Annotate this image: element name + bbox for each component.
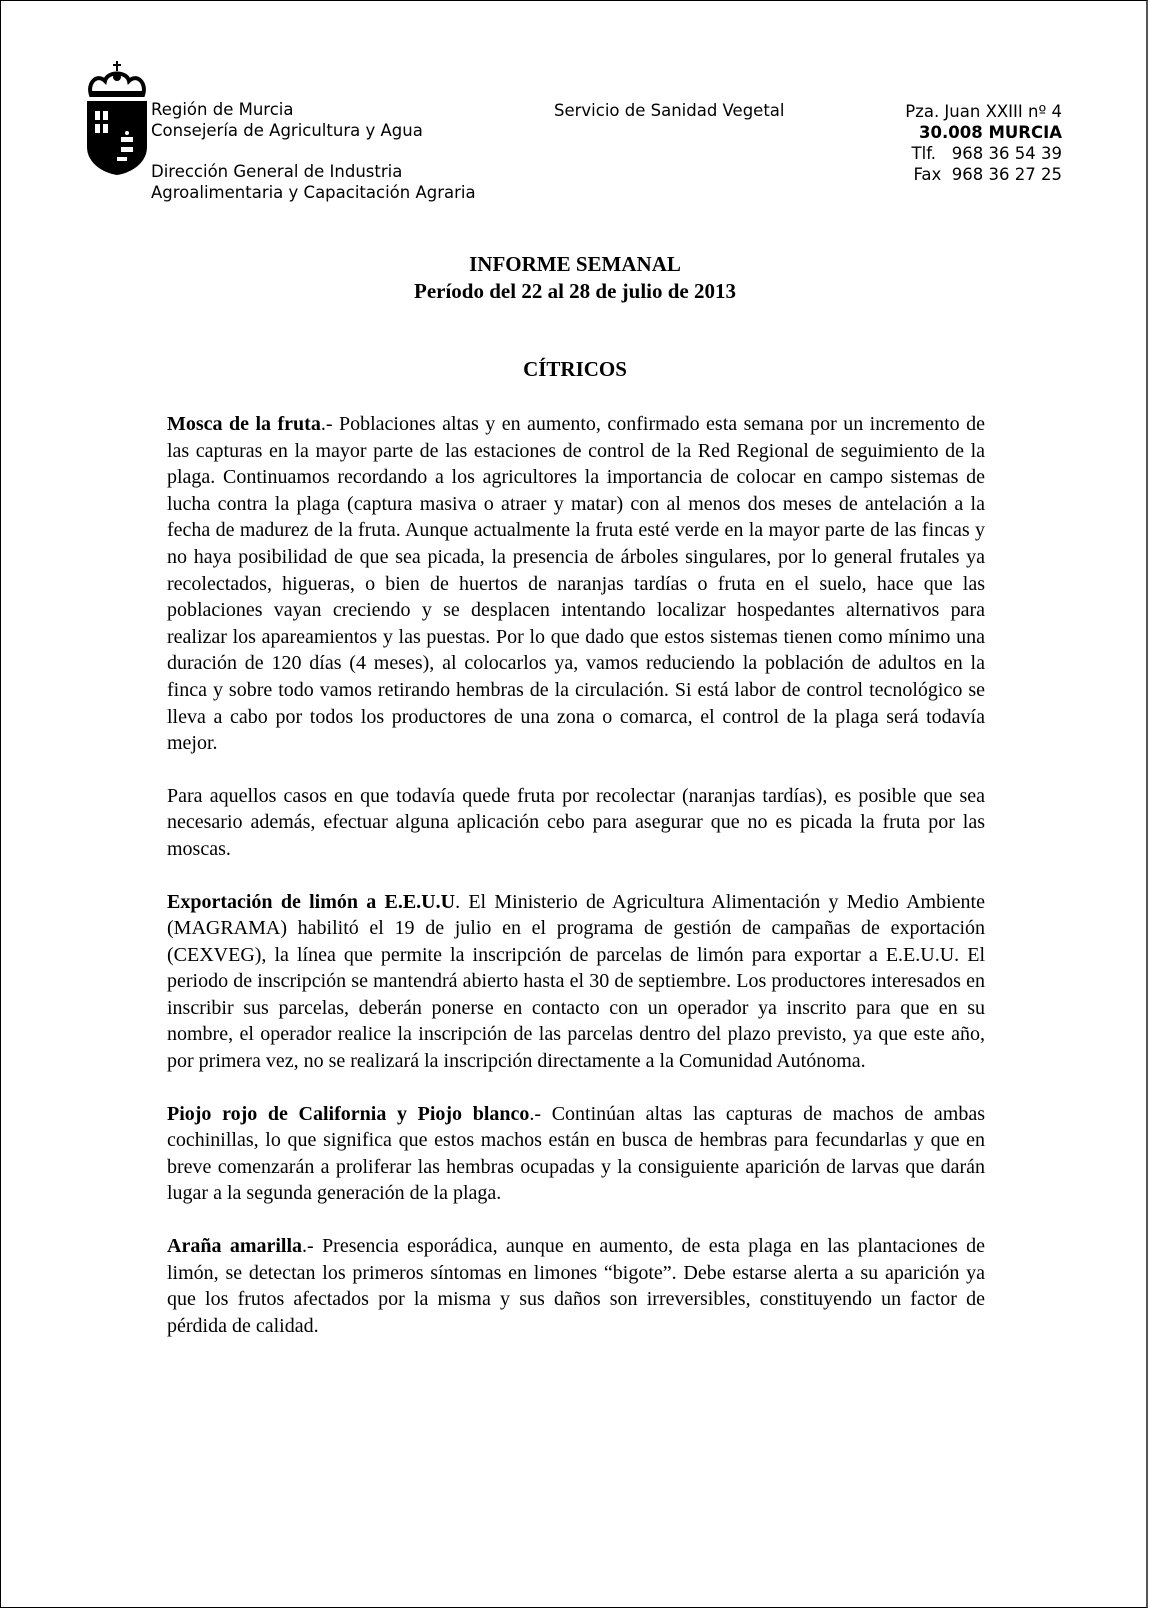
paragraph-late-oranges xyxy=(167,783,985,863)
region-crest-logo xyxy=(85,59,149,179)
section-heading: CÍTRICOS xyxy=(523,357,627,381)
report-body xyxy=(167,411,985,1365)
report-period: Período del 22 al 28 de julio de 2013 xyxy=(414,279,736,303)
paragraph-scale-insects xyxy=(167,1101,985,1207)
paragraph-heading: Mosca de la fruta xyxy=(167,413,321,435)
org-directorate-line2: Agroalimentaria y Capacitación Agraria xyxy=(151,183,476,202)
paragraph-yellow-mite xyxy=(167,1233,985,1339)
paragraph-text: .- Poblaciones altas y en aumento, confirmado esta semana por un incremento de las capturas en la mayor parte de las estaciones de control de la Red Regional de seguimiento de la plaga. Continuamos recordando a los agricultores la importancia de colocar en campo sistemas de lucha contra la plaga (captura masiva o atraer y matar) con al menos dos meses de antelación a la fecha de madurez de la fruta. Aunque actualmente la fruta esté verde en la mayor parte de las fincas y no haya posibilidad de que sea picada, la presencia de árboles singulares, por lo general frutales ya recolectados, higueras, o bien de huertos de naranjas tardías o fruta en el suelo, hace que las poblaciones vayan creciendo y se desplacen intentando localizar hospedantes alternativos para realizar los apareamientos y las puestas. Por lo que dado que estos sistemas tienen como mínimo una duración de 120 días (4 meses), al colocarlos ya, vamos reduciendo la población de adultos en la finca y sobre todo vamos retirando hembras de la circulación. Si está labor de control tecnológico se lleva a cabo por todos los productores de una zona o comarca, el control de la plaga será todavía mejor. xyxy=(167,413,985,755)
org-region: Región de Murcia xyxy=(151,100,294,119)
paragraph-text: . El Ministerio de Agricultura Alimentación y Medio Ambiente (MAGRAMA) habilitó el 19 de julio en el programa de gestión de campañas de exportación (CEXVEG), la línea que permite la inscripción de parcelas de limón para exportar a E.E.U.U. El periodo de inscripción se mantendrá abierto hasta el 30 de septiembre. Los productores interesados en inscribir sus parcelas, deberán ponerse en contacto con un operador ya inscrito para que en su nombre, el operador realice la inscripción de las parcelas dentro del plazo previsto, ya que este año, por primera vez, no se realizará la inscripción directamente a la Comunidad Autónoma. xyxy=(167,890,985,1073)
address-phone: Tlf. 968 36 54 39 xyxy=(911,144,1062,163)
paragraph-text: .- Presencia esporádica, aunque en aumento, de esta plaga en las plantaciones de limón, se detectan los primeros síntomas en limones “bigote”. Debe estarse alerta a su aparición ya que los frutos afectados por la misma y sus daños son irreversibles, constituyendo un factor de pérdida de calidad. xyxy=(167,1235,985,1337)
org-ministry: Consejería de Agricultura y Agua xyxy=(151,121,423,140)
service-name: Servicio de Sanidad Vegetal xyxy=(554,101,785,120)
address-street: Pza. Juan XXIII nº 4 xyxy=(905,102,1062,121)
report-title-block xyxy=(1,251,1149,305)
paragraph-heading: Araña amarilla xyxy=(167,1235,303,1258)
paragraph-fruit-fly xyxy=(167,411,985,757)
address-city: 30.008 MURCIA xyxy=(919,123,1062,142)
paragraph-heading: Piojo rojo de California y Piojo blanco xyxy=(167,1102,530,1125)
org-directorate-line1: Dirección General de Industria xyxy=(151,162,403,181)
address-fax: Fax 968 36 27 25 xyxy=(913,165,1062,184)
paragraph-text: .- Continúan altas las capturas de machos de ambas cochinillas, lo que significa que estos machos están en busca de hembras para fecundarlas y que en breve comenzarán a proliferar las hembras ocupadas y la consiguiente aparición de larvas que darán lugar a la segunda generación de la plaga. xyxy=(167,1102,985,1205)
organization-block xyxy=(151,99,476,203)
paragraph-text: Para aquellos casos en que todavía quede fruta por recolectar (naranjas tardías), es posible que sea necesario además, efectuar alguna aplicación cebo para asegurar que no es picada la fruta por las moscas. xyxy=(167,784,985,860)
paragraph-heading: Exportación de limón a E.E.U.U xyxy=(167,890,456,913)
report-title: INFORME SEMANAL xyxy=(469,252,681,276)
address-block xyxy=(905,101,1062,185)
paragraph-lemon-export xyxy=(167,889,985,1075)
